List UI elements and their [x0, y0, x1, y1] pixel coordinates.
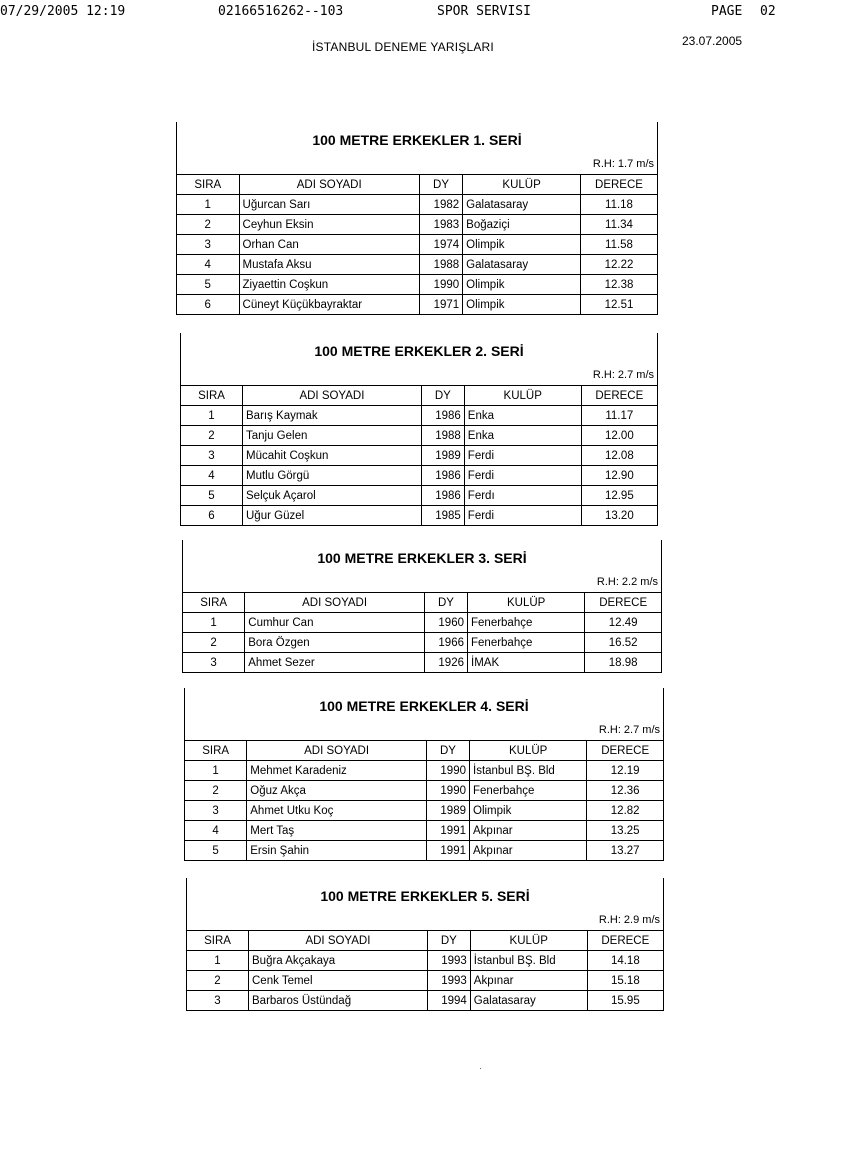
table-row: [177, 215, 658, 235]
cell-club: İstanbul BŞ. Bld: [470, 951, 587, 971]
table-row: [185, 781, 664, 801]
cell-time: 13.25: [587, 821, 664, 841]
cell-rank: 2: [183, 633, 245, 653]
cell-year: 1994: [427, 991, 470, 1011]
cell-time: 12.22: [581, 255, 658, 275]
cell-club: Olimpik: [463, 275, 581, 295]
cell-name: Uğur Güzel: [243, 506, 422, 526]
document-title: İSTANBUL DENEME YARIŞLARI: [312, 40, 494, 54]
fax-page-number: 02: [760, 4, 776, 19]
cell-rank: 2: [185, 781, 247, 801]
series-title: 100 METRE ERKEKLER 1. SERİ: [312, 132, 522, 148]
wind-reading: R.H: 2.7 m/s: [592, 369, 654, 381]
cell-name: Tanju Gelen: [243, 426, 422, 446]
cell-name: Mehmet Karadeniz: [247, 761, 427, 781]
cell-time: 12.82: [587, 801, 664, 821]
column-header-time: DERECE: [585, 593, 662, 613]
cell-name: Uğurcan Sarı: [239, 195, 419, 215]
cell-year: 1982: [419, 195, 462, 215]
column-header-rank: SIRA: [187, 931, 249, 951]
column-header-rank: SIRA: [185, 741, 247, 761]
cell-rank: 3: [177, 235, 240, 255]
cell-club: Ferdi: [464, 446, 581, 466]
column-header-name: ADI SOYADI: [247, 741, 427, 761]
cell-name: Barbaros Üstündağ: [249, 991, 428, 1011]
series-title: 100 METRE ERKEKLER 4. SERİ: [319, 698, 529, 714]
cell-name: Oğuz Akça: [247, 781, 427, 801]
cell-name: Ceyhun Eksin: [239, 215, 419, 235]
cell-time: 12.95: [581, 486, 657, 506]
column-header-year: DY: [424, 593, 467, 613]
document-date: 23.07.2005: [682, 34, 743, 48]
wind-reading: R.H: 1.7 m/s: [592, 158, 654, 170]
cell-rank: 3: [187, 991, 249, 1011]
table-row: [177, 275, 658, 295]
cell-time: 12.38: [581, 275, 658, 295]
series-header: [182, 540, 662, 592]
table-row: [181, 466, 658, 486]
table-row: [177, 235, 658, 255]
table-header-row: [187, 931, 664, 951]
cell-club: Ferdi: [464, 466, 581, 486]
cell-rank: 2: [181, 426, 243, 446]
table-row: [181, 406, 658, 426]
table-row: [183, 653, 662, 673]
series-header: [180, 333, 658, 385]
cell-year: 1960: [424, 613, 467, 633]
cell-time: 12.49: [585, 613, 662, 633]
cell-club: İMAK: [468, 653, 585, 673]
table-row: [181, 486, 658, 506]
column-header-club: KULÜP: [464, 386, 581, 406]
table-row: [181, 446, 658, 466]
series-title: 100 METRE ERKEKLER 5. SERİ: [320, 888, 530, 904]
cell-year: 1989: [421, 446, 464, 466]
cell-year: 1971: [419, 295, 462, 315]
cell-rank: 5: [185, 841, 247, 861]
wind-reading: R.H: 2.2 m/s: [596, 576, 658, 588]
cell-club: Fenerbahçe: [470, 781, 587, 801]
cell-year: 1974: [419, 235, 462, 255]
cell-year: 1990: [426, 781, 469, 801]
cell-name: Selçuk Açarol: [243, 486, 422, 506]
column-header-time: DERECE: [581, 175, 658, 195]
table-row: [185, 841, 664, 861]
cell-rank: 5: [177, 275, 240, 295]
table-row: [183, 633, 662, 653]
cell-club: Olimpik: [463, 235, 581, 255]
cell-name: Cenk Temel: [249, 971, 428, 991]
cell-rank: 2: [187, 971, 249, 991]
cell-name: Orhan Can: [239, 235, 419, 255]
cell-year: 1988: [421, 426, 464, 446]
column-header-name: ADI SOYADI: [249, 931, 428, 951]
cell-year: 1991: [426, 821, 469, 841]
column-header-year: DY: [419, 175, 462, 195]
cell-name: Buğra Akçakaya: [249, 951, 428, 971]
column-header-year: DY: [421, 386, 464, 406]
cell-club: Boğaziçi: [463, 215, 581, 235]
cell-time: 11.18: [581, 195, 658, 215]
cell-time: 12.36: [587, 781, 664, 801]
cell-time: 12.90: [581, 466, 657, 486]
cell-year: 1990: [419, 275, 462, 295]
column-header-time: DERECE: [587, 931, 663, 951]
results-table: [180, 385, 658, 526]
cell-club: Galatasaray: [463, 255, 581, 275]
cell-rank: 6: [177, 295, 240, 315]
cell-name: Mert Taş: [247, 821, 427, 841]
cell-rank: 3: [185, 801, 247, 821]
cell-rank: 5: [181, 486, 243, 506]
column-header-time: DERECE: [587, 741, 664, 761]
table-row: [185, 821, 664, 841]
wind-reading: R.H: 2.7 m/s: [598, 724, 660, 736]
cell-name: Ahmet Utku Koç: [247, 801, 427, 821]
cell-time: 15.95: [587, 991, 663, 1011]
table-header-row: [185, 741, 664, 761]
cell-club: Akpınar: [470, 841, 587, 861]
fax-header: [0, 4, 844, 22]
cell-club: Akpınar: [470, 821, 587, 841]
results-table: [184, 740, 664, 861]
cell-club: Fenerbahçe: [468, 633, 585, 653]
cell-time: 11.58: [581, 235, 658, 255]
table-header-row: [177, 175, 658, 195]
cell-rank: 6: [181, 506, 243, 526]
cell-name: Mustafa Aksu: [239, 255, 419, 275]
cell-club: Enka: [464, 426, 581, 446]
series-header: [176, 122, 658, 174]
cell-year: 1990: [426, 761, 469, 781]
cell-time: 16.52: [585, 633, 662, 653]
series-header: [186, 878, 664, 930]
column-header-name: ADI SOYADI: [239, 175, 419, 195]
column-header-club: KULÜP: [468, 593, 585, 613]
column-header-club: KULÜP: [463, 175, 581, 195]
cell-year: 1986: [421, 406, 464, 426]
results-table: [182, 592, 662, 673]
cell-club: Olimpik: [470, 801, 587, 821]
table-row: [187, 951, 664, 971]
cell-rank: 1: [185, 761, 247, 781]
cell-name: Barış Kaymak: [243, 406, 422, 426]
series-title: 100 METRE ERKEKLER 2. SERİ: [314, 343, 524, 359]
cell-club: Galatasaray: [470, 991, 587, 1011]
series-header: [184, 688, 664, 740]
fax-datetime: 07/29/2005 12:19: [0, 4, 126, 19]
cell-year: 1993: [427, 971, 470, 991]
table-row: [177, 195, 658, 215]
cell-club: Olimpik: [463, 295, 581, 315]
cell-club: Galatasaray: [463, 195, 581, 215]
fax-number: 02166516262--103: [218, 4, 344, 19]
column-header-year: DY: [427, 931, 470, 951]
table-row: [187, 991, 664, 1011]
cell-time: 18.98: [585, 653, 662, 673]
fax-sender: SPOR SERVISI: [437, 4, 531, 19]
column-header-rank: SIRA: [183, 593, 245, 613]
cell-time: 12.19: [587, 761, 664, 781]
fax-page-label: PAGE: [711, 4, 743, 19]
cell-year: 1983: [419, 215, 462, 235]
column-header-year: DY: [426, 741, 469, 761]
cell-club: İstanbul BŞ. Bld: [470, 761, 587, 781]
results-table: [186, 930, 664, 1011]
column-header-rank: SIRA: [181, 386, 243, 406]
cell-name: Mutlu Görgü: [243, 466, 422, 486]
cell-rank: 4: [181, 466, 243, 486]
table-row: [181, 506, 658, 526]
cell-rank: 4: [185, 821, 247, 841]
cell-time: 14.18: [587, 951, 663, 971]
cell-name: Ziyaettin Coşkun: [239, 275, 419, 295]
cell-club: Akpınar: [470, 971, 587, 991]
cell-name: Ahmet Sezer: [245, 653, 425, 673]
column-header-name: ADI SOYADI: [245, 593, 425, 613]
cell-year: 1986: [421, 466, 464, 486]
table-row: [185, 761, 664, 781]
cell-name: Cumhur Can: [245, 613, 425, 633]
cell-time: 12.08: [581, 446, 657, 466]
series-5: [186, 878, 664, 1011]
column-header-rank: SIRA: [177, 175, 240, 195]
table-row: [181, 426, 658, 446]
cell-time: 13.20: [581, 506, 657, 526]
table-header-row: [183, 593, 662, 613]
cell-year: 1985: [421, 506, 464, 526]
cell-time: 15.18: [587, 971, 663, 991]
cell-rank: 1: [181, 406, 243, 426]
cell-year: 1926: [424, 653, 467, 673]
series-3: [182, 540, 662, 673]
cell-year: 1966: [424, 633, 467, 653]
table-row: [183, 613, 662, 633]
series-title: 100 METRE ERKEKLER 3. SERİ: [317, 550, 527, 566]
cell-rank: 2: [177, 215, 240, 235]
cell-year: 1993: [427, 951, 470, 971]
column-header-name: ADI SOYADI: [243, 386, 422, 406]
column-header-club: KULÜP: [470, 931, 587, 951]
cell-rank: 4: [177, 255, 240, 275]
table-row: [185, 801, 664, 821]
cell-club: Enka: [464, 406, 581, 426]
wind-reading: R.H: 2.9 m/s: [598, 914, 660, 926]
cell-club: Ferdı: [464, 486, 581, 506]
table-header-row: [181, 386, 658, 406]
table-row: [177, 255, 658, 275]
cell-name: Cüneyt Küçükbayraktar: [239, 295, 419, 315]
cell-year: 1991: [426, 841, 469, 861]
cell-time: 12.51: [581, 295, 658, 315]
table-row: [177, 295, 658, 315]
cell-name: Mücahit Coşkun: [243, 446, 422, 466]
column-header-club: KULÜP: [470, 741, 587, 761]
cell-club: Ferdi: [464, 506, 581, 526]
column-header-time: DERECE: [581, 386, 657, 406]
cell-rank: 1: [183, 613, 245, 633]
table-row: [187, 971, 664, 991]
cell-rank: 3: [181, 446, 243, 466]
cell-year: 1989: [426, 801, 469, 821]
series-2: [180, 333, 658, 526]
cell-club: Fenerbahçe: [468, 613, 585, 633]
cell-time: 11.34: [581, 215, 658, 235]
cell-rank: 3: [183, 653, 245, 673]
cell-name: Bora Özgen: [245, 633, 425, 653]
series-4: [184, 688, 664, 861]
cell-year: 1988: [419, 255, 462, 275]
cell-year: 1986: [421, 486, 464, 506]
cell-rank: 1: [187, 951, 249, 971]
cell-rank: 1: [177, 195, 240, 215]
cell-time: 11.17: [581, 406, 657, 426]
scan-speck: [480, 1068, 481, 1069]
cell-time: 13.27: [587, 841, 664, 861]
cell-time: 12.00: [581, 426, 657, 446]
cell-name: Ersin Şahin: [247, 841, 427, 861]
results-table: [176, 174, 658, 315]
series-1: [176, 122, 658, 315]
